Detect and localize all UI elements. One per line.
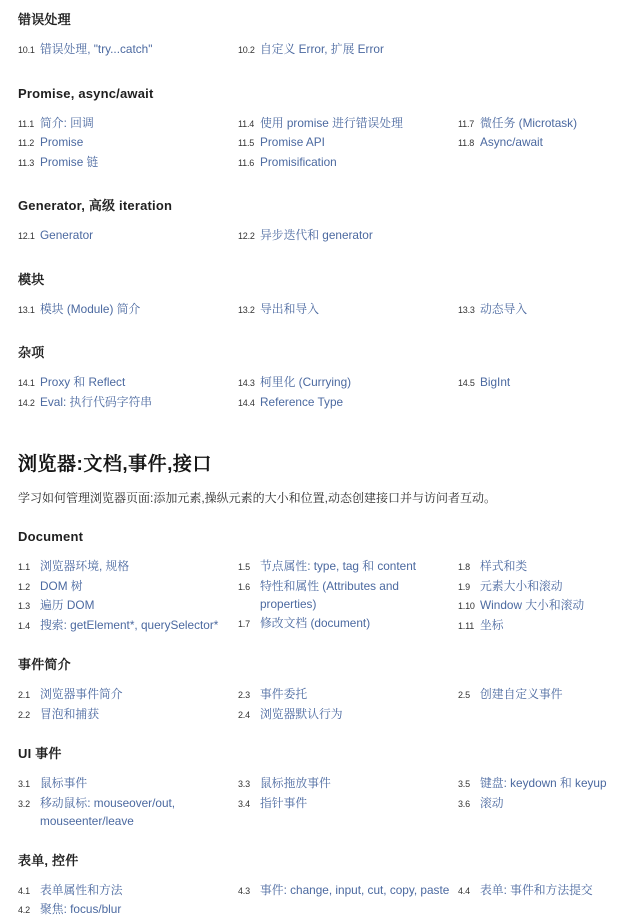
- toc-item: [18, 40, 238, 60]
- item-number: 14.3: [238, 378, 255, 388]
- item-number: 3.6: [458, 798, 470, 809]
- toc-column: [458, 774, 640, 813]
- toc-section: [18, 529, 640, 635]
- toc-item: [238, 40, 458, 60]
- toc-item: [238, 685, 458, 705]
- chapter-link[interactable]: 滚动: [480, 795, 504, 810]
- toc-column: [18, 774, 238, 831]
- item-number: 4.4: [458, 885, 470, 896]
- toc-item: [458, 373, 628, 393]
- item-number: 1.3: [18, 601, 30, 611]
- toc-item: [458, 133, 628, 153]
- chapter-link[interactable]: 导出和导入: [260, 301, 319, 316]
- section-columns: [18, 114, 640, 173]
- toc-column: [18, 373, 238, 412]
- item-number: 13.3: [458, 304, 475, 315]
- item-number: 1.10: [458, 601, 475, 611]
- item-number: 3.1: [18, 779, 30, 789]
- item-number: 1.4: [18, 620, 30, 631]
- toc-column: [18, 40, 238, 60]
- toc-column: [238, 40, 458, 60]
- chapter-link[interactable]: 事件: change, input, cut, copy, paste: [260, 882, 450, 897]
- toc-column: [458, 373, 640, 393]
- item-number: 3.2: [18, 798, 30, 809]
- item-number: 2.1: [18, 690, 30, 700]
- toc-column: [458, 685, 640, 705]
- toc-column: [458, 114, 640, 153]
- toc-column: [458, 557, 640, 635]
- item-number: 11.5: [238, 138, 255, 148]
- content: [18, 12, 640, 920]
- toc-item: [458, 300, 628, 320]
- chapter-link[interactable]: Promise: [40, 135, 84, 149]
- toc-item: [18, 153, 238, 173]
- toc-column: [238, 774, 458, 813]
- toc-item: [18, 705, 238, 725]
- toc-item: [18, 794, 238, 831]
- item-number: 4.1: [18, 885, 30, 896]
- toc-item: [238, 705, 458, 725]
- chapter-link[interactable]: 元素大小和滚动: [480, 578, 563, 593]
- part-description: 学习如何管理浏览器页面:添加元素,操纵元素的大小和位置,动态创建接口并与访问者互动。: [18, 491, 497, 505]
- item-number: 2.3: [238, 690, 250, 700]
- toc-column: [238, 557, 458, 633]
- chapter-link[interactable]: 柯里化 (Currying): [260, 375, 352, 389]
- toc-column: [18, 114, 238, 173]
- toc-item: [458, 596, 628, 616]
- toc-item: [238, 226, 458, 246]
- toc-column: [238, 114, 458, 173]
- chapter-link[interactable]: 异步迭代和 generator: [260, 228, 373, 242]
- chapter-link[interactable]: Reference Type: [260, 394, 344, 409]
- item-number: 1.5: [238, 562, 250, 572]
- toc-item: [458, 114, 628, 134]
- chapter-link[interactable]: 鼠标事件: [40, 776, 88, 790]
- toc-item: [238, 114, 458, 134]
- chapter-link[interactable]: BigInt: [480, 375, 511, 389]
- toc-item: [238, 614, 458, 634]
- chapter-link[interactable]: 微任务 (Microtask): [480, 115, 577, 130]
- chapter-link[interactable]: 特性和属性 (Attributes and properties): [260, 578, 399, 611]
- toc-item: [458, 616, 628, 636]
- chapter-link[interactable]: 使用 promise 进行错误处理: [260, 115, 403, 130]
- item-number: 14.4: [238, 397, 255, 408]
- toc-column: [238, 881, 458, 901]
- chapter-link[interactable]: Eval: 执行代码字符串: [40, 394, 153, 409]
- chapter-link[interactable]: 浏览器默认行为: [260, 706, 343, 721]
- part-title[interactable]: 浏览器:文档,事件,接口: [18, 454, 212, 475]
- item-number: 4.3: [238, 885, 250, 896]
- chapter-link[interactable]: Generator: [40, 228, 94, 242]
- toc-column: [18, 557, 238, 635]
- section-heading: Promise, async/await: [18, 85, 154, 101]
- item-number: 13.2: [238, 304, 255, 315]
- item-number: 11.8: [458, 138, 475, 148]
- section-columns: [18, 557, 640, 635]
- item-number: 1.2: [18, 581, 30, 592]
- toc-item: [18, 774, 238, 794]
- chapter-link[interactable]: Promise API: [260, 135, 325, 149]
- item-number: 2.2: [18, 709, 30, 720]
- chapter-link[interactable]: 修改文档 (document): [260, 615, 371, 630]
- chapter-link[interactable]: 简介: 回调: [40, 115, 94, 130]
- item-number: 1.1: [18, 562, 30, 572]
- chapter-link[interactable]: 指针事件: [260, 795, 308, 810]
- chapter-link[interactable]: DOM 树: [40, 578, 83, 593]
- toc-item: [238, 373, 458, 393]
- chapter-link[interactable]: 坐标: [480, 617, 504, 632]
- toc-item: [238, 794, 458, 814]
- item-number: 3.4: [238, 798, 250, 809]
- item-number: 11.1: [18, 118, 35, 129]
- item-number: 11.4: [238, 118, 255, 129]
- item-number: 1.11: [458, 620, 475, 631]
- chapter-link[interactable]: 动态导入: [480, 301, 528, 316]
- toc-section: [18, 12, 640, 60]
- toc-section: [18, 853, 640, 920]
- chapter-link[interactable]: Promise 链: [40, 154, 99, 169]
- section-columns: [18, 685, 640, 724]
- section-columns: [18, 881, 640, 920]
- section-heading: Generator, 高级 iteration: [18, 198, 173, 213]
- item-number: 10.1: [18, 45, 35, 55]
- toc-item: [18, 900, 238, 920]
- item-number: 13.1: [18, 304, 35, 315]
- chapter-link[interactable]: 搜索: getElement*, querySelector*: [40, 617, 219, 632]
- chapter-link[interactable]: Promisification: [260, 154, 337, 169]
- item-number: 11.2: [18, 138, 35, 148]
- toc-item: [458, 577, 628, 597]
- item-number: 12.1: [18, 231, 35, 241]
- section-heading: Document: [18, 529, 84, 544]
- chapter-link[interactable]: 冒泡和捕获: [40, 706, 99, 721]
- item-number: 2.4: [238, 709, 250, 720]
- chapter-link[interactable]: 遍历 DOM: [40, 598, 95, 612]
- section-heading: UI 事件: [18, 746, 62, 761]
- section-columns: [18, 226, 640, 246]
- toc-column: [18, 685, 238, 724]
- chapter-link[interactable]: Async/await: [480, 135, 543, 149]
- tutorial-part: [18, 452, 640, 920]
- toc-column: [458, 300, 640, 320]
- chapter-link[interactable]: 鼠标拖放事件: [260, 776, 331, 790]
- toc-item: [458, 794, 628, 814]
- chapter-link[interactable]: 自定义 Error, 扩展 Error: [260, 42, 384, 56]
- item-number: 10.2: [238, 45, 255, 55]
- section-heading: 模块: [18, 271, 45, 287]
- toc-section: [18, 746, 640, 831]
- chapter-link[interactable]: 创建自定义事件: [480, 687, 563, 701]
- toc-item: [18, 685, 238, 705]
- toc-item: [18, 226, 238, 246]
- toc-item: [18, 114, 238, 134]
- toc-section: [18, 657, 640, 724]
- item-number: 14.2: [18, 397, 35, 408]
- toc-item: [238, 577, 458, 614]
- toc-item: [238, 881, 458, 901]
- item-number: 3.3: [238, 779, 250, 789]
- item-number: 1.9: [458, 581, 470, 592]
- chapter-link[interactable]: Window 大小和滚动: [480, 598, 585, 612]
- item-number: 12.2: [238, 231, 255, 241]
- section-columns: [18, 40, 640, 60]
- chapter-link[interactable]: Proxy 和 Reflect: [40, 375, 126, 389]
- item-number: 2.5: [458, 690, 470, 700]
- item-number: 4.2: [18, 905, 30, 915]
- chapter-link[interactable]: 键盘: keydown 和 keyup: [480, 776, 607, 790]
- toc-column: [18, 300, 238, 320]
- toc-column: [238, 300, 458, 320]
- toc-item: [238, 133, 458, 153]
- toc-item: [18, 373, 238, 393]
- toc-item: [238, 153, 458, 173]
- section-heading: 杂项: [18, 345, 45, 360]
- item-number: 11.3: [18, 157, 35, 168]
- item-number: 3.5: [458, 779, 470, 789]
- chapter-link[interactable]: 节点属性: type, tag 和 content: [260, 559, 417, 573]
- item-number: 14.5: [458, 378, 475, 388]
- toc-item: [238, 300, 458, 320]
- section-columns: [18, 373, 640, 412]
- toc-item: [458, 881, 628, 901]
- chapter-link[interactable]: 浏览器事件简介: [40, 687, 123, 701]
- chapter-link[interactable]: 移动鼠标: mouseover/out, mouseenter/leave: [40, 795, 176, 828]
- chapter-link[interactable]: 表单: 事件和方法提交: [480, 882, 593, 897]
- item-number: 11.7: [458, 118, 475, 129]
- tutorial-part: [18, 12, 640, 412]
- toc-section: [18, 86, 640, 173]
- toc-item: [18, 300, 238, 320]
- section-columns: [18, 300, 640, 320]
- chapter-link[interactable]: 错误处理, "try...catch": [40, 42, 153, 56]
- toc-item: [238, 774, 458, 794]
- toc-column: [18, 226, 238, 246]
- chapter-link[interactable]: 模块 (Module) 简介: [40, 301, 141, 316]
- toc-item: [458, 557, 628, 577]
- toc-column: [458, 881, 640, 901]
- section-heading: 错误处理: [18, 12, 71, 27]
- toc-item: [18, 133, 238, 153]
- toc-column: [238, 226, 458, 246]
- toc-item: [238, 393, 458, 413]
- toc-item: [18, 557, 238, 577]
- toc-item: [458, 774, 628, 794]
- chapter-link[interactable]: 聚焦: focus/blur: [40, 902, 122, 916]
- item-number: 14.1: [18, 378, 35, 388]
- toc-column: [238, 685, 458, 724]
- toc-item: [18, 881, 238, 901]
- toc-item: [18, 616, 238, 636]
- toc-section: [18, 272, 640, 320]
- toc-item: [18, 393, 238, 413]
- toc-item: [18, 596, 238, 616]
- toc-column: [18, 881, 238, 920]
- toc-item: [458, 685, 628, 705]
- toc-column: [238, 373, 458, 412]
- section-heading: 表单, 控件: [18, 852, 79, 868]
- chapter-link[interactable]: 浏览器环境, 规格: [40, 559, 130, 573]
- item-number: 1.6: [238, 581, 250, 592]
- toc-item: [18, 577, 238, 597]
- chapter-link[interactable]: 表单属性和方法: [40, 882, 123, 897]
- section-columns: [18, 774, 640, 831]
- toc-section: [18, 345, 640, 412]
- toc-section: [18, 198, 640, 246]
- item-number: 11.6: [238, 157, 255, 168]
- toc-item: [238, 557, 458, 577]
- section-heading: 事件简介: [18, 657, 71, 672]
- item-number: 1.7: [238, 618, 250, 629]
- item-number: 1.8: [458, 562, 470, 572]
- chapter-link[interactable]: 事件委托: [260, 687, 308, 701]
- chapter-link[interactable]: 样式和类: [480, 559, 528, 573]
